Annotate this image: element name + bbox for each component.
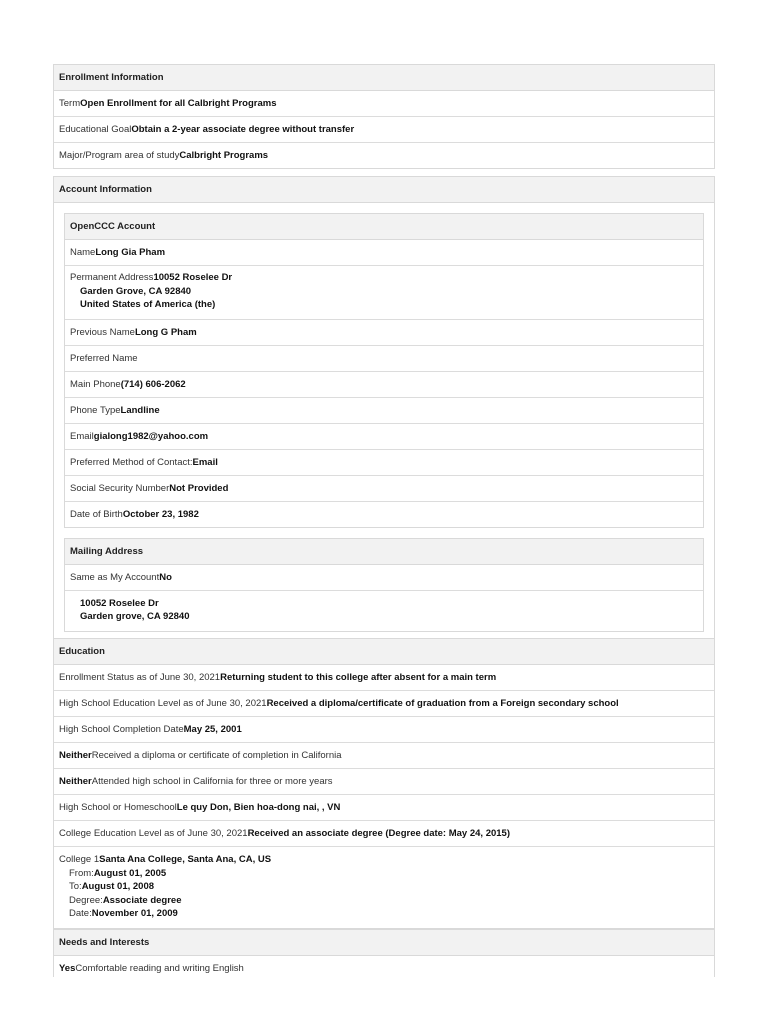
mailing-address-section [64,538,704,632]
enrollment-status-row [54,665,714,691]
preferred-name-row [65,346,703,372]
email-row [65,424,703,450]
hs-level-row [54,691,714,717]
ca-diploma-row [54,743,714,769]
account-panel [53,176,715,643]
education-heading: Education [54,639,714,665]
same-as-account-row [65,565,703,591]
permanent-address-row [65,266,703,320]
mailing-heading: Mailing Address [65,539,703,565]
from-value: August 01, 2005 [93,867,167,879]
dob-value: October 23, 1982 [122,508,199,520]
openccc-account-section [64,213,704,528]
preferred-name-label: Preferred Name [70,352,138,364]
ca-attendance-label: Attended high school in California for three or more years [91,776,333,787]
from-label: From: [69,867,94,879]
goal-value: Obtain a 2-year associate degree without transfer [131,124,355,135]
previous-name-label: Previous Name [70,326,135,338]
contact-method-row [65,450,703,476]
name-row [65,240,703,266]
main-phone-value: (714) 606-2062 [120,378,186,390]
term-value: Open Enrollment for all Calbright Programs [80,98,277,109]
term-label: Term [59,98,81,109]
to-value: August 01, 2008 [81,881,155,892]
phone-type-row [65,398,703,424]
high-school-value: Le quy Don, Bien hoa-dong nai, , VN [176,802,341,813]
hs-level-label: High School Education Level as of June 30, 2021 [59,698,267,709]
major-value: Calbright Programs [179,150,269,161]
email-value: gialong1982@yahoo.com [93,430,209,442]
contact-method-label: Preferred Method of Contact: [70,456,193,468]
same-as-account-value: No [159,571,172,583]
main-phone-label: Main Phone [70,378,121,390]
ca-diploma-value: Neither [59,750,92,761]
high-school-label: High School or Homeschool [59,802,177,813]
main-phone-row [65,372,703,398]
ca-diploma-label: Received a diploma or certificate of completion in California [91,750,342,761]
address-label: Permanent Address [70,272,154,283]
education-panel [53,638,715,929]
email-label: Email [70,430,94,442]
ssn-label: Social Security Number [70,482,170,494]
address-line1: 10052 Roselee Dr [153,272,233,283]
account-heading: Account Information [54,177,714,203]
mailing-line2: Garden grove, CA 92840 [80,611,190,622]
college-1-value: Santa Ana College, Santa Ana, CA, US [99,854,272,865]
ssn-row [65,476,703,502]
contact-method-value: Email [192,456,218,468]
major-label: Major/Program area of study [59,150,180,161]
enrollment-heading: Enrollment Information [54,65,714,91]
college-degree [59,894,709,908]
college-level-row [54,821,714,847]
college-date [59,907,709,921]
college-level-label: College Education Level as of June 30, 2021 [59,828,248,839]
address-line3: United States of America (the) [80,299,216,310]
major-row [54,143,714,168]
english-label: Comfortable reading and writing English [75,963,244,974]
college-to [59,880,709,894]
date-label: Date: [69,908,92,919]
to-label: To: [69,881,82,892]
degree-label: Degree: [69,894,103,906]
name-label: Name [70,247,96,258]
enrollment-status-value: Returning student to this college after absent for a main term [220,672,497,683]
college-1-row [54,847,714,928]
previous-name-row [65,320,703,346]
mailing-line1: 10052 Roselee Dr [80,597,159,609]
dob-row [65,502,703,527]
high-school-row [54,795,714,821]
enrollment-panel [53,64,715,169]
needs-heading: Needs and Interests [54,930,714,956]
term-row [54,91,714,117]
needs-panel [53,929,715,977]
ssn-value: Not Provided [169,482,229,494]
hs-completion-label: High School Completion Date [59,724,184,735]
college-1-label: College 1 [59,854,100,865]
dob-label: Date of Birth [70,508,123,520]
college-level-value: Received an associate degree (Degree date: May 24, 2015) [247,828,510,839]
hs-level-value: Received a diploma/certificate of graduation from a Foreign secondary school [266,698,619,709]
name-value: Long Gia Pham [95,247,166,258]
hs-completion-value: May 25, 2001 [183,724,242,735]
english-row [54,956,714,977]
enrollment-status-label: Enrollment Status as of June 30, 2021 [59,672,221,683]
college-from [59,867,709,881]
goal-row [54,117,714,143]
hs-completion-row [54,717,714,743]
ca-attendance-row [54,769,714,795]
degree-value: Associate degree [102,894,182,906]
openccc-heading: OpenCCC Account [65,214,703,240]
phone-type-value: Landline [120,404,160,416]
english-value: Yes [59,963,76,974]
address-line2: Garden Grove, CA 92840 [80,285,192,297]
mailing-address-lines [65,591,703,631]
previous-name-value: Long G Pham [134,326,197,338]
same-as-account-label: Same as My Account [70,571,160,583]
goal-label: Educational Goal [59,124,132,135]
date-value: November 01, 2009 [91,908,178,919]
ca-attendance-value: Neither [59,776,92,787]
phone-type-label: Phone Type [70,404,121,416]
